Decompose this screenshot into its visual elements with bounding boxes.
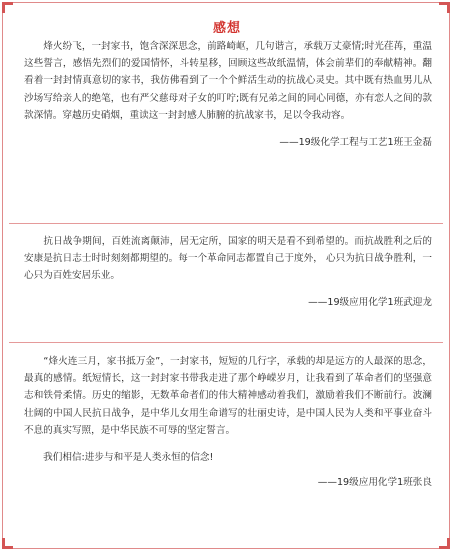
essay-1-paragraph: 烽火纷飞，一封家书，饱含深深思念，前路崎岖，几句谐言，承载万丈豪情;时光荏苒，重温这些誓言，感悟先烈们的爱国情怀，斗转星移，回顾这些故纸温情，体会前辈们的奉献精神。翻看着一封封情真意切的家书，我仿佛看到了一个个鲜活生动的抗战心灵史。其中既有热血男儿从沙场写给亲人的绝笔，也有严父慈母对子女的叮咛;既有兄弟之间的同心同德，亦有恋人之间的款款深情。穿越历史硝烟，重读这一封封感人肺腑的抗战家书，足以令我动容。 xyxy=(24,41,432,121)
essay-1 xyxy=(24,38,432,150)
essay-3-paragraph: “烽火连三月，家书抵万金”，一封家书，短短的几行字，承载的却是远方的人最深的思念，最真的感情。纸短情长，这一封封家书带我走进了那个峥嵘岁月，让我看到了革命者们的坚强意志和铁骨柔情。历史的缩影，无数革命者们的伟大精神感动着我们，激励着我们不断前行。波澜壮阔的中国人民抗日战争，是中华儿女用生命谱写的壮丽史诗，是中国人民为人类和平事业奋斗不息的真实写照，是中华民族不可辱的坚定誓言。 xyxy=(24,356,432,436)
section-divider xyxy=(9,342,443,343)
frame-corner-ornament xyxy=(2,2,13,13)
essay-3-signature: ——19级应用化学1班张良 xyxy=(317,477,432,489)
page-title: 感想 xyxy=(212,21,241,36)
essay-2-paragraph: 抗日战争期间，百姓流离颠沛，居无定所，国家的明天是看不到希望的。而抗战胜利之后的安康是抗日志士时时刻刻都期望的。每一个革命同志都置自己于度外， 心只为抗日战争胜利，一心只为百姓安居乐业。 xyxy=(24,236,432,282)
essay-3-closing-paragraph: 我们相信:进步与和平是人类永恒的信念! xyxy=(24,452,214,464)
essay-2 xyxy=(24,233,432,310)
essay-3 xyxy=(24,353,432,490)
frame-corner-ornament xyxy=(439,2,450,13)
essay-1-signature: ——19级化学工程与工艺1班王金磊 xyxy=(279,137,432,149)
frame-corner-ornament xyxy=(2,538,13,549)
section-divider xyxy=(9,223,443,224)
frame-corner-ornament xyxy=(439,538,450,549)
essay-2-signature: ——19级应用化学1班武迎龙 xyxy=(308,296,432,308)
